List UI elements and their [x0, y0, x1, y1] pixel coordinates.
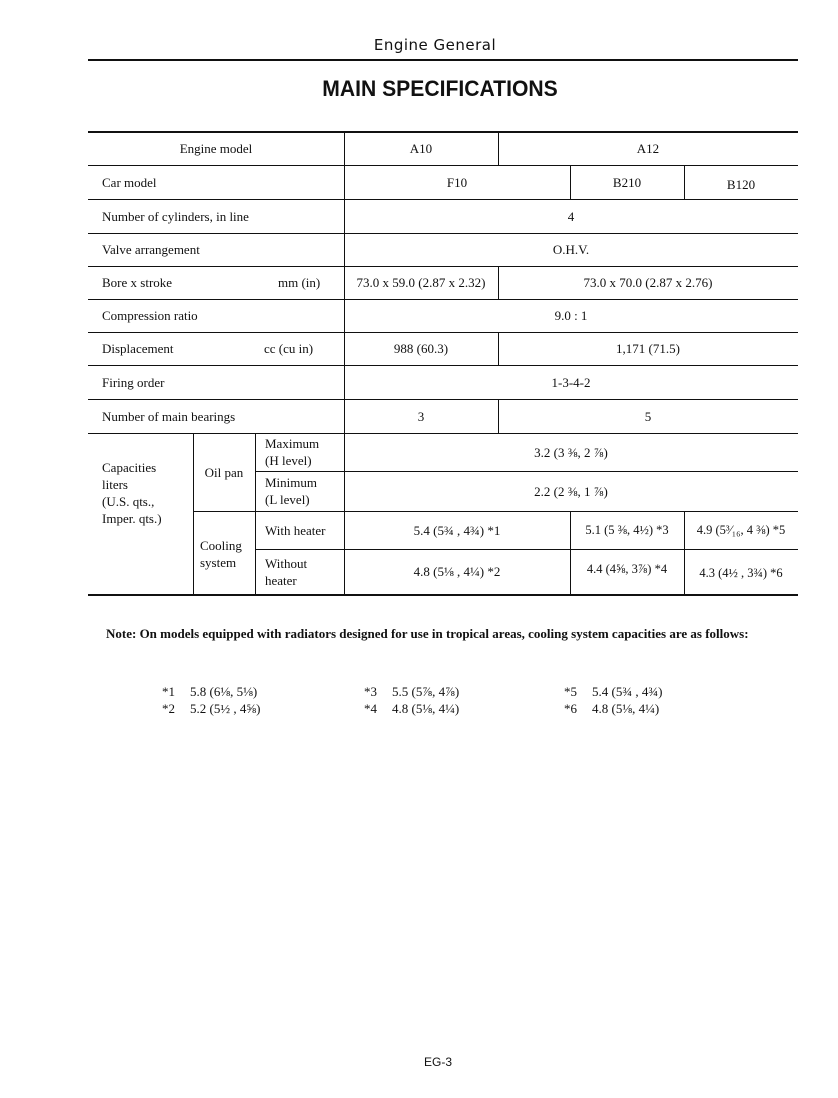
valve-value: O.H.V.: [552, 242, 590, 257]
footnote: [364, 683, 459, 700]
footnote-value: 4.8 (5⅛, 4¼): [592, 701, 660, 716]
oil-max-value: 3.2 (3 ⅜, 2 ⅞): [534, 444, 608, 460]
header-rule: [88, 59, 798, 61]
oil-min-label: [265, 471, 344, 511]
bore-label: Bore x stroke: [102, 275, 173, 290]
firing-label: Firing order: [102, 374, 165, 390]
capacities-label: [102, 433, 192, 553]
oil-max-label-line: (H level): [265, 453, 312, 468]
tropical-note: Note: On models equipped with radiators designed for use in tropical areas, cooling system capacities are as follows:: [106, 626, 749, 641]
footnote-mark: *5: [564, 684, 577, 699]
without-heater-label: [265, 549, 344, 594]
cooling-system-label: [200, 511, 255, 596]
cylinders-label: Number of cylinders, in line: [102, 208, 249, 224]
footnote: [162, 683, 257, 700]
without-heater-b120: 4.3 (4½ , 3¾) *6: [699, 566, 783, 580]
cooling-label-line: system: [200, 554, 237, 570]
bearings-a10: 3: [417, 408, 425, 424]
with-heater-b210: 5.1 (5 ⅜, 4½) *3: [585, 522, 669, 537]
section-header: Engine General: [373, 36, 497, 54]
oil-min-value: 2.2 (2 ⅜, 1 ⅞): [534, 483, 608, 499]
firing-value: 1-3-4-2: [551, 374, 591, 390]
without-heater-label-line: Without: [265, 555, 308, 571]
bore-a12: 73.0 x 70.0 (2.87 x 2.76): [583, 275, 713, 290]
without-heater-label-line: heater: [265, 572, 297, 588]
bore-unit: mm (in): [278, 275, 321, 290]
footnote-mark: *1: [162, 684, 175, 699]
bearings-a12: 5: [644, 408, 652, 424]
footnote: [364, 700, 459, 717]
cylinders-value: 4: [567, 208, 575, 224]
with-heater-f10: 5.4 (5¾ , 4¾) *1: [413, 522, 501, 538]
car-f10: F10: [446, 175, 468, 190]
engine-model-label: Engine model: [179, 141, 253, 156]
page-number: EG-3: [423, 1055, 452, 1069]
car-b120: B120: [726, 177, 756, 192]
car-b210: B210: [612, 175, 642, 190]
footnote: [564, 700, 659, 717]
capacities-label-line: Capacities: [102, 460, 157, 475]
footnote-value: 5.2 (5½ , 4⅝): [190, 701, 261, 716]
valve-label: Valve arrangement: [102, 242, 200, 257]
capacities-label-line: liters: [102, 477, 128, 492]
footnote-value: 5.5 (5⅞, 4⅞): [392, 684, 460, 699]
car-model-label: Car model: [102, 175, 157, 190]
engine-a10: A10: [409, 141, 433, 156]
without-heater-f10: 4.8 (5⅛ , 4¼) *2: [413, 564, 501, 579]
with-heater-label: With heater: [265, 522, 326, 538]
displacement-unit: cc (cu in): [264, 341, 314, 356]
bearings-label: Number of main bearings: [102, 408, 236, 424]
footnote: [564, 683, 662, 700]
footnote-mark: *3: [364, 684, 377, 699]
capacities-label-line: Imper. qts.): [102, 511, 162, 526]
column-divider: [255, 433, 256, 596]
footnote-mark: *6: [564, 701, 577, 716]
engine-a12: A12: [636, 141, 660, 156]
displacement-label: Displacement: [102, 341, 174, 356]
oil-max-label: [265, 433, 344, 471]
footnote: [162, 700, 260, 717]
capacities-label-line: (U.S. qts.,: [102, 494, 155, 509]
oil-min-label-line: (L level): [265, 492, 310, 507]
footnote-mark: *4: [364, 701, 377, 716]
with-heater-b120: 4.9 (5³⁄₁₆, 4 ⅜) *5: [696, 522, 786, 537]
compression-value: 9.0 : 1: [554, 308, 588, 323]
oil-max-label-line: Maximum: [265, 436, 320, 451]
compression-label: Compression ratio: [102, 308, 198, 323]
footnote-value: 5.8 (6⅛, 5⅛): [190, 684, 258, 699]
footnote-value: 5.4 (5¾ , 4¾): [592, 684, 663, 699]
page-title: MAIN SPECIFICATIONS: [322, 76, 558, 101]
oil-pan-label: Oil pan: [204, 464, 244, 480]
cooling-label-line: Cooling: [200, 537, 242, 553]
displacement-a12: 1,171 (71.5): [616, 341, 680, 356]
footnote-value: 4.8 (5⅛, 4¼): [392, 701, 460, 716]
footnote-mark: *2: [162, 701, 175, 716]
displacement-a10: 988 (60.3): [393, 341, 449, 356]
without-heater-b210: 4.4 (4⅝, 3⅞) *4: [586, 562, 668, 576]
bore-a10: 73.0 x 59.0 (2.87 x 2.32): [356, 275, 486, 290]
oil-min-label-line: Minimum: [265, 475, 318, 490]
